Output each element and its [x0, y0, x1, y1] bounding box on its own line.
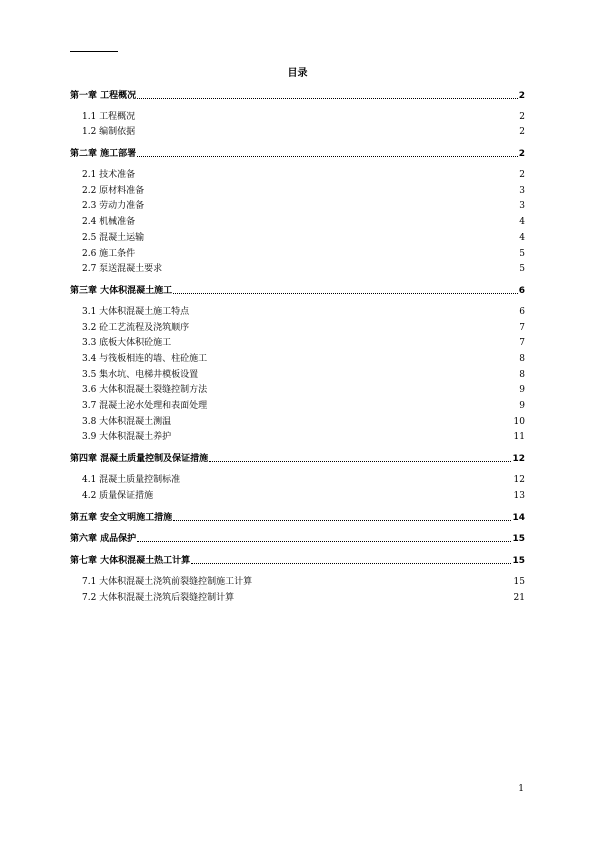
toc-entry-label: 3.1 大体积混凝土施工特点	[82, 307, 190, 317]
toc-section-entry[interactable]	[82, 200, 525, 212]
dot-leader	[173, 293, 518, 294]
toc-section-entry[interactable]	[82, 353, 525, 365]
dot-leader	[137, 156, 518, 157]
toc-entry-label: 3.9 大体积混凝土养护	[82, 432, 172, 442]
toc-entry-page: 14	[512, 513, 525, 523]
toc-entry-label: 2.7 泵送混凝土要求	[82, 264, 163, 274]
toc-entry-label: 2.6 施工条件	[82, 249, 136, 259]
toc-entry-label: 第六章 成品保护	[70, 534, 137, 544]
toc-entry-label: 2.5 混凝土运输	[82, 233, 145, 243]
toc-entry-label: 2.4 机械准备	[82, 217, 136, 227]
toc-section-entry[interactable]	[82, 592, 525, 604]
toc-entry-label: 3.2 砼工艺流程及浇筑顺序	[82, 323, 190, 333]
toc-entry-label: 2.3 劳动力准备	[82, 201, 145, 211]
toc-entry-page: 9	[519, 385, 525, 395]
toc-section-entry[interactable]	[82, 416, 525, 428]
toc-entry-page: 4	[519, 233, 525, 243]
toc-entry-page: 10	[513, 417, 525, 427]
toc-entry-page: 7	[519, 338, 525, 348]
dot-leader	[209, 461, 511, 462]
toc-entry-label: 2.1 技术准备	[82, 170, 136, 180]
toc-section-entry[interactable]	[82, 337, 525, 349]
toc-entry-page: 2	[519, 127, 525, 137]
toc-entry-label: 第一章 工程概况	[70, 91, 137, 101]
toc-entry-page: 6	[518, 286, 525, 296]
toc-section-entry[interactable]	[82, 400, 525, 412]
toc-chapter-entry[interactable]	[70, 453, 525, 465]
toc-entry-label: 4.1 混凝土质量控制标准	[82, 475, 181, 485]
toc-entry-page: 5	[519, 264, 525, 274]
toc-entry-page: 13	[513, 491, 525, 501]
toc-entry-page: 3	[519, 186, 525, 196]
dot-leader	[191, 563, 511, 564]
toc-chapter-entry[interactable]	[70, 555, 525, 567]
toc-entry-page: 8	[519, 354, 525, 364]
dot-leader	[173, 520, 511, 521]
dot-leader	[137, 541, 511, 542]
toc-chapter-entry[interactable]	[70, 512, 525, 524]
toc-section-entry[interactable]	[82, 232, 525, 244]
toc-section-entry[interactable]	[82, 185, 525, 197]
toc-entry-page: 12	[512, 454, 525, 464]
toc-entry-page: 5	[519, 249, 525, 259]
toc-entry-label: 第五章 安全文明施工措施	[70, 513, 173, 523]
toc-entry-page: 15	[513, 577, 525, 587]
toc-entry-page: 7	[519, 323, 525, 333]
toc-title: 目录	[287, 68, 308, 79]
toc-chapter-entry[interactable]	[70, 90, 525, 102]
toc-entry-label: 3.3 底板大体积砼施工	[82, 338, 172, 348]
toc-chapter-entry[interactable]	[70, 533, 525, 545]
toc-section-entry[interactable]	[82, 431, 525, 443]
toc-entry-label: 3.6 大体积混凝土裂缝控制方法	[82, 385, 208, 395]
toc-section-entry[interactable]	[82, 126, 525, 138]
toc-section-entry[interactable]	[82, 216, 525, 228]
toc-section-entry[interactable]	[82, 322, 525, 334]
toc-section-entry[interactable]	[82, 263, 525, 275]
toc-section-entry[interactable]	[82, 384, 525, 396]
toc-entry-label: 第三章 大体积混凝土施工	[70, 286, 173, 296]
toc-entry-page: 3	[519, 201, 525, 211]
toc-entry-label: 第七章 大体积混凝土热工计算	[70, 556, 191, 566]
toc-section-entry[interactable]	[82, 306, 525, 318]
toc-entry-label: 3.5 集水坑、电梯井模板设置	[82, 370, 199, 380]
toc-entry-label: 1.1 工程概况	[82, 112, 136, 122]
toc-entry-page: 8	[519, 370, 525, 380]
toc-section-entry[interactable]	[82, 369, 525, 381]
toc-section-entry[interactable]	[82, 576, 525, 588]
toc-entry-page: 2	[518, 91, 525, 101]
toc-entry-label: 3.7 混凝土泌水处理和表面处理	[82, 401, 208, 411]
toc-section-entry[interactable]	[82, 169, 525, 181]
toc-chapter-entry[interactable]	[70, 148, 525, 160]
toc-entry-label: 7.1 大体积混凝土浇筑前裂缝控制施工计算	[82, 577, 253, 587]
toc-section-entry[interactable]	[82, 490, 525, 502]
toc-entry-label: 2.2 原材料准备	[82, 186, 145, 196]
toc-entry-label: 4.2 质量保证措施	[82, 491, 154, 501]
toc-entry-page: 6	[519, 307, 525, 317]
toc-entry-label: 3.8 大体积混凝土测温	[82, 417, 172, 427]
toc-entry-page: 12	[513, 475, 525, 485]
toc-entry-page: 2	[518, 149, 525, 159]
toc-entry-page: 15	[512, 534, 525, 544]
toc-section-entry[interactable]	[82, 474, 525, 486]
toc-entry-label: 第四章 混凝土质量控制及保证措施	[70, 454, 209, 464]
toc-entry-page: 15	[512, 556, 525, 566]
toc-entry-label: 1.2 编制依据	[82, 127, 136, 137]
toc-entry-page: 2	[519, 112, 525, 122]
toc-entry-page: 2	[519, 170, 525, 180]
toc-entry-label: 7.2 大体积混凝土浇筑后裂缝控制计算	[82, 593, 235, 603]
page-number: 1	[518, 784, 524, 794]
toc-chapter-entry[interactable]	[70, 285, 525, 297]
toc-entry-page: 4	[519, 217, 525, 227]
toc-section-entry[interactable]	[82, 248, 525, 260]
toc-entry-page: 9	[519, 401, 525, 411]
toc-entry-page: 11	[513, 432, 525, 442]
toc-entry-label: 第二章 施工部署	[70, 149, 137, 159]
toc-section-entry[interactable]	[82, 111, 525, 123]
dot-leader	[137, 98, 518, 99]
toc-entry-label: 3.4 与筏板相连的墙、柱砼施工	[82, 354, 208, 364]
toc-entry-page: 21	[513, 593, 525, 603]
